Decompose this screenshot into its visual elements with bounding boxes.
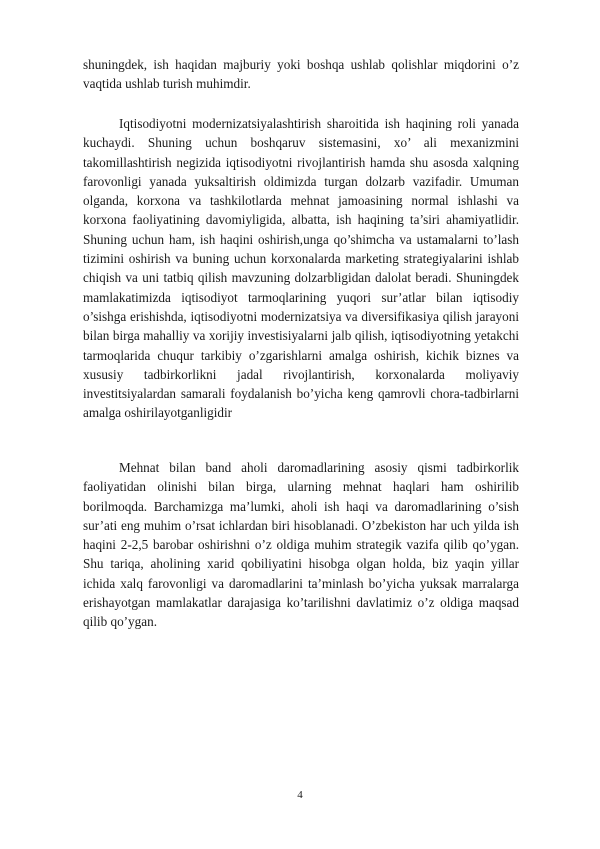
paragraph-continuation: shuningdek, ish haqidan majburiy yoki boshqa ushlab qolishlar miqdorini o’z vaqtida ushlab turish muhimdir.: [83, 57, 519, 92]
paragraph-income: Mehnat bilan band aholi daromadlarining asosiy qismi tadbirkorlik faoliyatidan olinishi bilan birga, ularning mehnat haqlari ham oshirilib borilmoqda. Barchamizga ma’lumki, aholi ish haqi va daromadlarining o’sish sur’ati eng muhim o’rsat ichlardan biri hisoblanadi. O’zbekiston har uch yilda ish haqini 2-2,5 barobar oshirishni o’z oldiga muhim strategik vazifa qilib qo’ygan. Shu tariqa, aholining xarid qobiliyatini hisobga olgan holda, biz yaqin yillar ichida xalq farovonligi va daromadlarini ta’minlash bo’yicha yuksak marralarga erishayotgan mamlakatlar darajasiga ko’tarilishni davlatimiz o’z oldiga maqsad qilib qo’ygan.: [83, 460, 519, 630]
page-number: 4: [297, 789, 303, 801]
paragraph-modernization: Iqtisodiyotni modernizatsiyalashtirish sharoitida ish haqining roli yanada kuchaydi. Shuning uchun boshqaruv sistemasini, xo’ ali mexanizmini takomillashtirish negizida iqtisodiyotni rivojlantirish hamda shu asosda xalqning farovonligi yanada yuksaltirish oldimizda turgan dolzarb vazifadir. Umuman olganda, korxona va tashkilotlarda mehnat jamoasining normal ishlashi va korxona faoliyatining davomiyligida, albatta, ish haqining ta’siri ahamiyatlidir. Shuning uchun ham, ish haqini oshirish,unga qo’shimcha va ustamalarni to’lash tizimini oshirish va buning uchun korxonalarda marketing strategiyalarini ishlab chiqish va uni tatbiq qilish mavzuning dolzarbligidan dalolat beradi. Shuningdek mamlakatimizda iqtisodiyot tarmoqlarining yuqori sur’atlar bilan iqtisodiy o’sishga erishishda, iqtisodiyotni modernizatsiya va diversifikasiya qilish jarayoni bilan birga mahalliy va xorijiy investisiyalarni jalb qilish, iqtisodiyotning yetakchi tarmoqlarida chuqur tarkibiy o’zgarishlarni amalga oshirish, kichik biznes va xususiy tadbirkorlikni jadal rivojlantirish, korxonalarda moliyaviy investitsiyalardan samarali foydalanish bo’yicha keng qamrovli chora-tadbirlarni amalga oshirilayotganligidir: [83, 116, 519, 421]
